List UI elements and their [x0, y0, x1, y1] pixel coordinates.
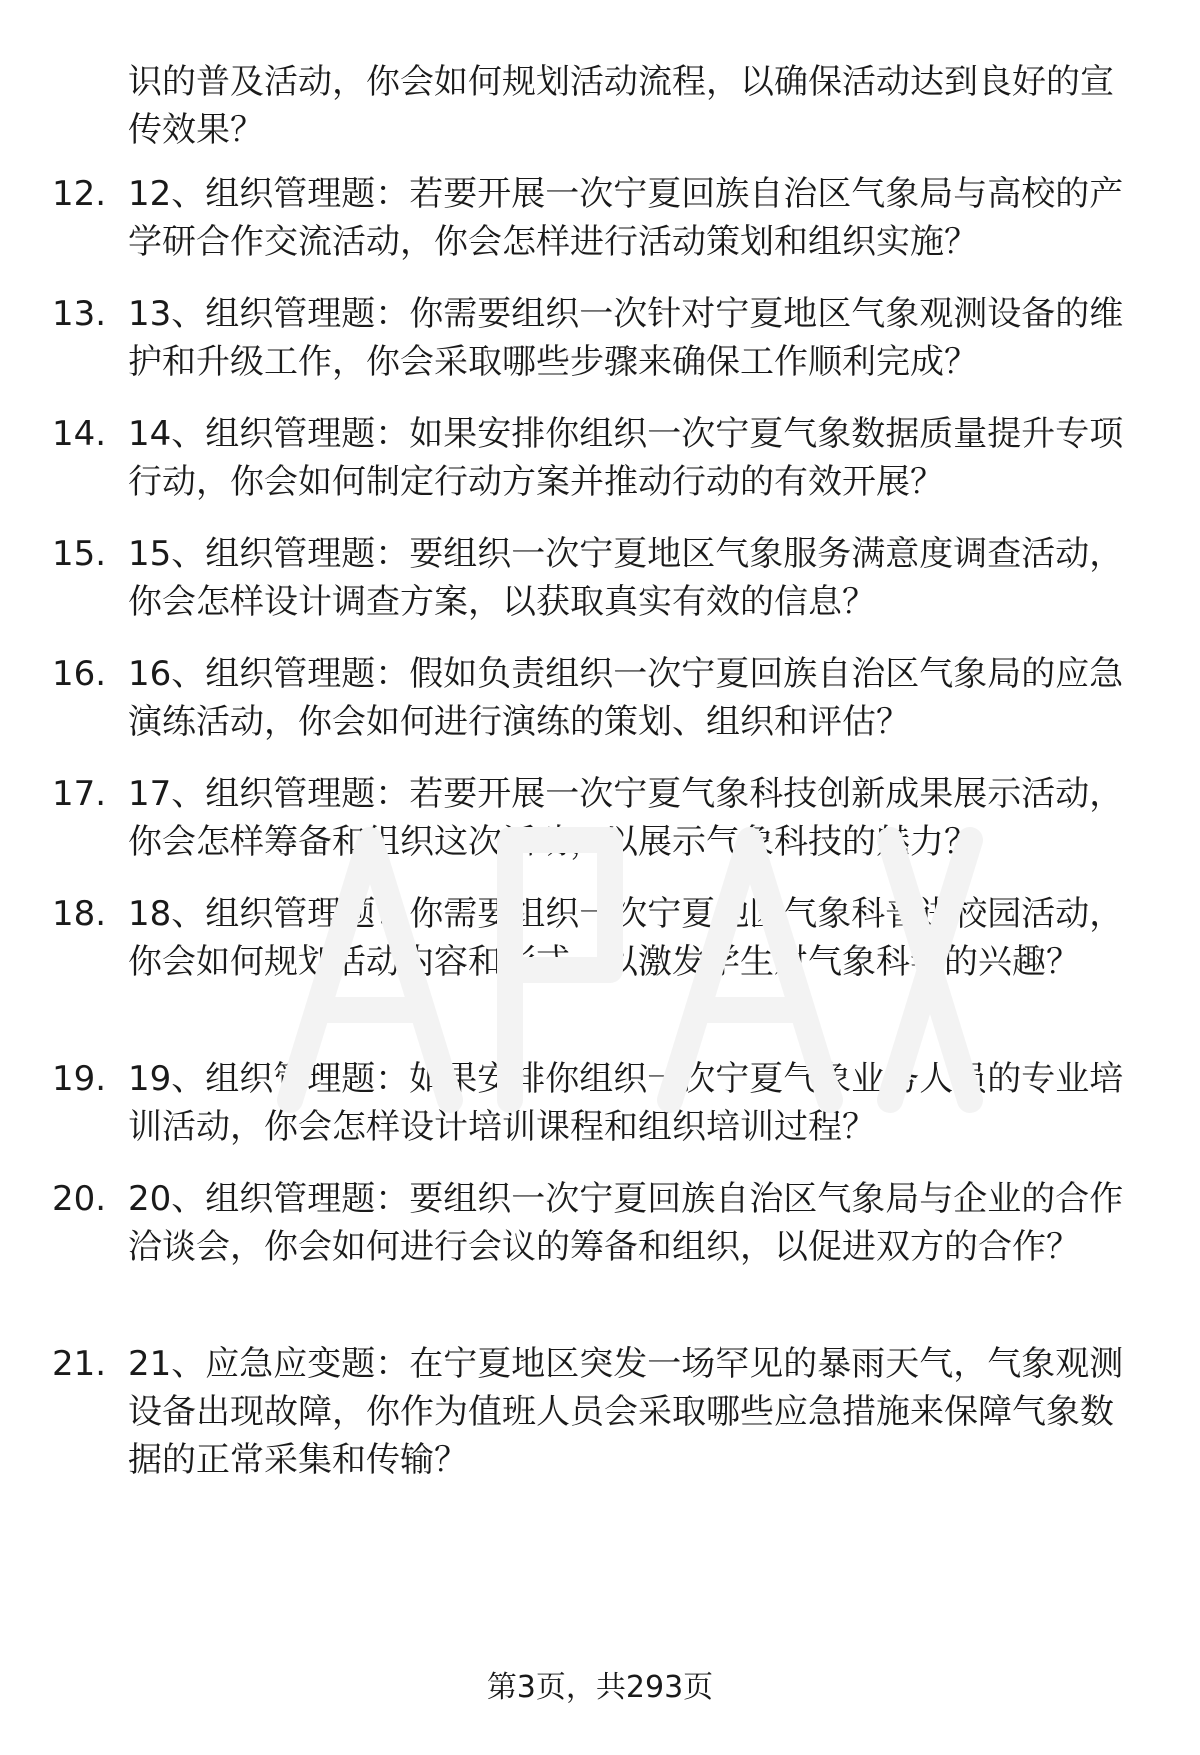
question-number: 12.: [52, 174, 107, 214]
question-text: 20、组织管理题：要组织一次宁夏回族自治区气象局与企业的合作洽谈会，你会如何进行会议的筹备和组织，以促进双方的合作？: [128, 1179, 1124, 1267]
continued-question-text: 识的普及活动，你会如何规划活动流程，以确保活动达到良好的宣传效果？: [128, 62, 1114, 150]
question-number: 13.: [52, 294, 107, 334]
question-text: 12、组织管理题：若要开展一次宁夏回族自治区气象局与高校的产学研合作交流活动，你会怎样进行活动策划和组织实施？: [128, 174, 1124, 262]
question-text: 18、组织管理题：你需要组织一次宁夏地区气象科普进校园活动，你会如何规划活动内容和形式，以激发学生对气象科学的兴趣？: [128, 894, 1124, 982]
question-number: 21.: [52, 1344, 107, 1384]
question-number: 17.: [52, 774, 107, 814]
question-text: 14、组织管理题：如果安排你组织一次宁夏气象数据质量提升专项行动，你会如何制定行动方案并推动行动的有效开展？: [128, 414, 1124, 502]
question-number: 19.: [52, 1059, 107, 1099]
question-number: 20.: [52, 1179, 107, 1219]
question-text: 16、组织管理题：假如负责组织一次宁夏回族自治区气象局的应急演练活动，你会如何进行演练的策划、组织和评估？: [128, 654, 1124, 742]
question-number: 18.: [52, 894, 107, 934]
question-text: 19、组织管理题：如果安排你组织一次宁夏气象业务人员的专业培训活动，你会怎样设计培训课程和组织培训过程？: [128, 1059, 1124, 1147]
question-number: 15.: [52, 534, 107, 574]
page-footer: 第3页，共293页: [486, 1670, 714, 1705]
question-number: 14.: [52, 414, 107, 454]
question-text: 15、组织管理题：要组织一次宁夏地区气象服务满意度调查活动，你会怎样设计调查方案，以获取真实有效的信息？: [128, 534, 1124, 622]
question-text: 21、应急应变题：在宁夏地区突发一场罕见的暴雨天气，气象观测设备出现故障，你作为值班人员会采取哪些应急措施来保障气象数据的正常采集和传输？: [128, 1344, 1124, 1480]
question-number: 16.: [52, 654, 107, 694]
question-text: 17、组织管理题：若要开展一次宁夏气象科技创新成果展示活动，你会怎样筹备和组织这次活动，以展示气象科技的魅力？: [128, 774, 1124, 862]
question-text: 13、组织管理题：你需要组织一次针对宁夏地区气象观测设备的维护和升级工作，你会采取哪些步骤来确保工作顺利完成？: [128, 294, 1124, 382]
